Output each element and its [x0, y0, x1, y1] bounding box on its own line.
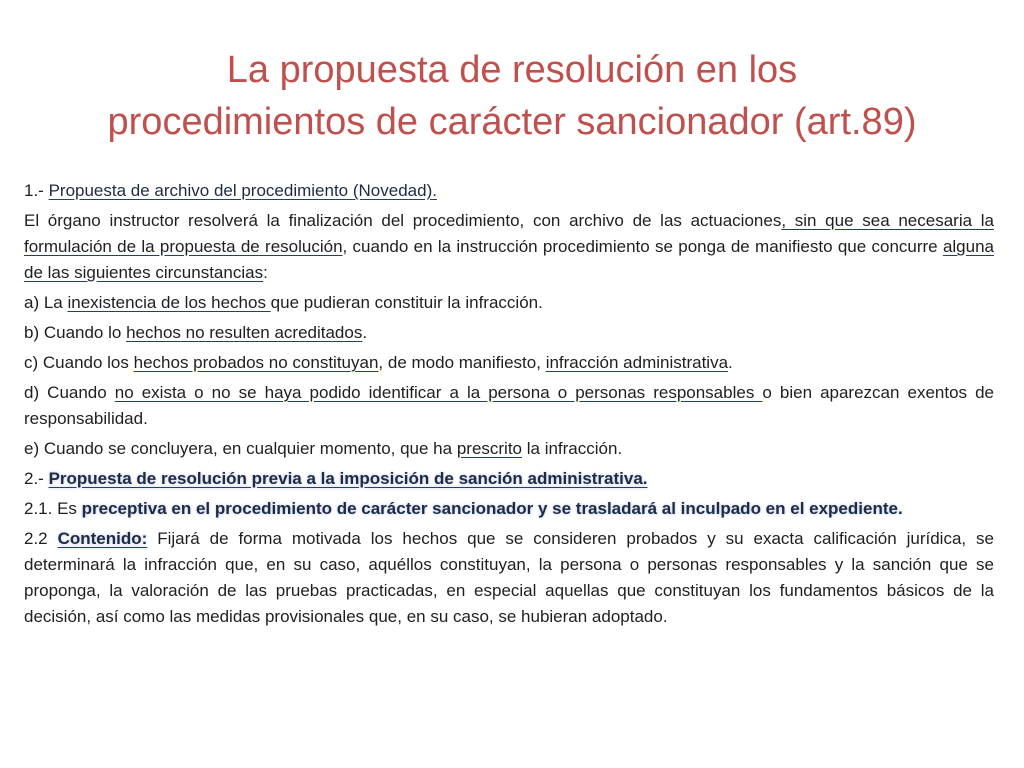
bold-underlined-text: Contenido: — [57, 529, 148, 548]
underlined-text: no exista o no se haya podido identificar a la persona o personas responsables — [114, 383, 763, 402]
item-d — [24, 380, 994, 432]
text-run: . — [728, 353, 733, 372]
section-1-heading — [24, 178, 994, 204]
underlined-text: hechos no resulten acreditados — [126, 323, 363, 342]
title-line-2: procedimientos de carácter sancionador (art.89) — [107, 101, 917, 143]
text-run: , de modo manifiesto, — [378, 353, 546, 372]
underlined-text: infracción administrativa — [545, 353, 729, 372]
text-run: . — [362, 323, 368, 342]
text-run: la infracción. — [522, 439, 623, 458]
title-line-1: La propuesta de resolución en los — [226, 49, 798, 91]
section-number: 1.- — [24, 181, 49, 200]
text-run: El órgano instructor resolverá la finalización del procedimiento, con archivo de las actuaciones — [24, 211, 782, 230]
underlined-text: alguna de las siguientes circunstancias — [24, 237, 994, 282]
text-run: d) Cuando — [24, 383, 115, 402]
bold-text: preceptiva en el procedimiento de carácter sancionador y se trasladará al inculpado en el expediente. — [81, 499, 903, 518]
underlined-text: prescrito — [456, 439, 523, 458]
text-run: : — [263, 263, 268, 282]
paragraph-preceptiva — [24, 496, 994, 522]
slide-title — [60, 44, 964, 148]
section-heading-text: Propuesta de resolución previa a la imposición de sanción administrativa. — [48, 469, 648, 488]
underlined-text: inexistencia de los hechos — [67, 293, 271, 312]
text-run: a) La — [24, 293, 68, 312]
item-a — [24, 290, 994, 316]
item-e — [24, 436, 994, 462]
text-run: o bien aparezcan exentos de responsabilidad. — [24, 383, 994, 428]
paragraph-contenido — [24, 526, 994, 630]
slide-body — [24, 178, 994, 634]
text-run: Fijará de forma motivada los hechos que se consideren probados y su exacta calificación jurídica, se determinará la infracción que, en su caso, aquéllos constituyan, la persona o personas responsables y la sanción que se proponga, la valoración de las pruebas practicadas, en especial aquellas que constituyan los fundamentos básicos de la decisión, así como las medidas provisionales que, en su caso, se hubieran adoptado. — [24, 529, 995, 626]
paragraph-archivo — [24, 208, 994, 286]
item-b — [24, 320, 994, 346]
underlined-text: hechos probados no constituyan — [133, 353, 379, 372]
text-run: c) Cuando los — [24, 353, 134, 372]
section-2-heading — [24, 466, 994, 492]
text-run: , cuando en la instrucción procedimiento se ponga de manifiesto que concurre — [342, 237, 943, 256]
section-heading-text: Propuesta de archivo del procedimiento (Novedad). — [48, 181, 437, 200]
text-run: e) Cuando se concluyera, en cualquier momento, que ha — [24, 439, 457, 458]
text-run: b) Cuando lo — [24, 323, 127, 342]
underlined-text: , sin que sea necesaria la formulación de la propuesta de resolución — [24, 211, 994, 256]
text-run: 2.1. Es — [24, 499, 82, 518]
section-number: 2.- — [24, 469, 49, 488]
text-run: que pudieran constituir la infracción. — [270, 293, 543, 312]
item-c — [24, 350, 994, 376]
text-run: 2.2 — [24, 529, 58, 548]
